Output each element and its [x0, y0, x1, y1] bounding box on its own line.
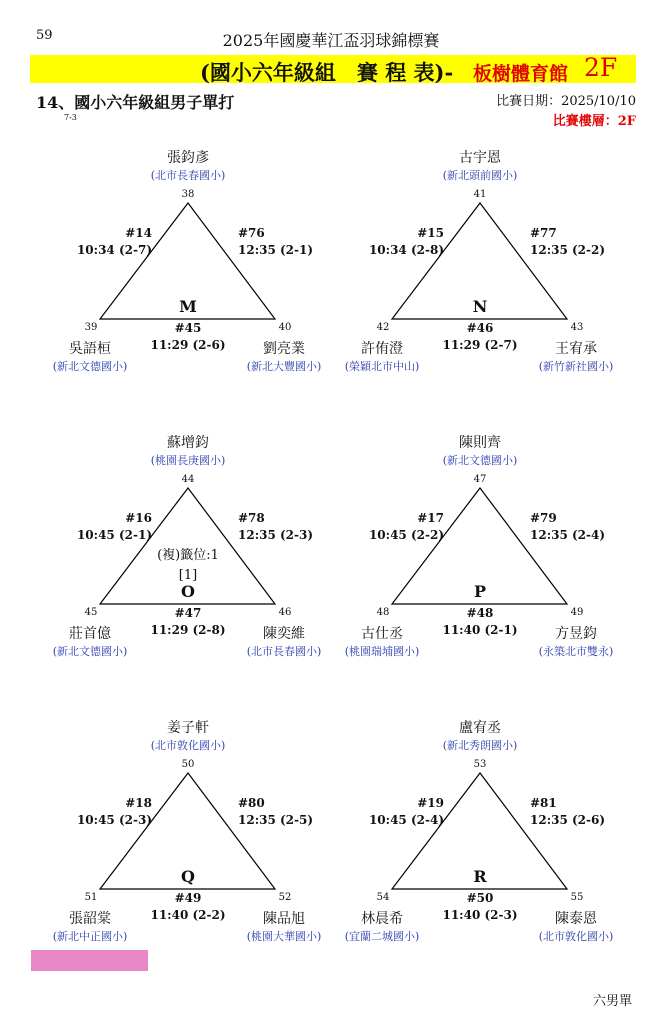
- player-school: (新北文德國小): [52, 645, 128, 658]
- player-school: (榮穎北市中山): [344, 360, 420, 373]
- match-time: 10:45 (2-3): [76, 813, 152, 827]
- seed-number: 48: [376, 607, 390, 618]
- match-id: #16: [125, 511, 152, 525]
- match-id: #14: [125, 226, 152, 240]
- match-bottom: [138, 890, 238, 924]
- group-p: [330, 430, 630, 680]
- match-time: 11:29 (2-7): [442, 338, 518, 352]
- seed-number: 55: [570, 892, 584, 903]
- match-time: 10:34 (2-7): [76, 243, 152, 257]
- match-id: #77: [530, 226, 557, 240]
- group-letter: M: [179, 297, 197, 316]
- group-letter: N: [472, 297, 488, 316]
- match-id: #45: [174, 321, 202, 335]
- player-name: 方昱鈞: [555, 626, 597, 642]
- match-id: #76: [238, 226, 265, 240]
- footer-label: 六男單: [592, 994, 632, 1009]
- seed-number: 43: [570, 322, 584, 333]
- seed-number: 51: [84, 892, 98, 903]
- match-time: 10:45 (2-4): [368, 813, 444, 827]
- match-id: #81: [530, 796, 557, 810]
- match-time: 12:35 (2-1): [238, 243, 314, 257]
- player-school: (北市敦化國小): [150, 739, 226, 752]
- match-right: [238, 510, 328, 544]
- seed-number: 50: [181, 759, 195, 770]
- player-name: 王宥承: [555, 341, 597, 357]
- player-name: 林晨希: [361, 911, 403, 927]
- floor-label-large: 2F: [584, 53, 618, 82]
- player-school: (永築北市雙永): [538, 645, 614, 658]
- page-number: 59: [36, 28, 53, 43]
- player-name: 蘇增鈞: [167, 435, 209, 451]
- match-time: 11:40 (2-2): [150, 908, 226, 922]
- player-school: (新北文德國小): [442, 454, 518, 467]
- player-name: 吳語桓: [69, 341, 111, 357]
- player-name: 張鈞彥: [167, 150, 209, 166]
- match-date: 比賽日期：2025/10/10: [496, 94, 636, 109]
- player-name: 陳奕維: [263, 626, 305, 642]
- match-id: #15: [417, 226, 444, 240]
- match-bottom: [430, 605, 530, 639]
- match-time: 11:29 (2-6): [150, 338, 226, 352]
- match-left: [364, 510, 444, 544]
- match-id: #50: [466, 891, 494, 905]
- highlight-bar: [31, 950, 148, 971]
- match-id: #49: [174, 891, 202, 905]
- draw-note: [128, 546, 248, 586]
- seed-number: 46: [278, 607, 292, 618]
- group-letter: P: [473, 582, 487, 601]
- seed-number: 38: [181, 189, 195, 200]
- schedule-title: (國小六年級組 賽 程 表)-: [200, 60, 454, 85]
- match-time: 10:45 (2-1): [76, 528, 152, 542]
- player-school: (桃園瑞埔國小): [344, 645, 420, 658]
- seed-number: 53: [473, 759, 487, 770]
- player-school: (新北頭前國小): [442, 169, 518, 182]
- match-right: [530, 225, 620, 259]
- match-time: 10:34 (2-8): [368, 243, 444, 257]
- player-school: (桃園長庚國小): [150, 454, 226, 467]
- match-left: [364, 225, 444, 259]
- player-school: (北市敦化國小): [538, 930, 614, 943]
- player-name: 陳品旭: [263, 911, 305, 927]
- player-name: 許侑澄: [361, 341, 403, 357]
- match-id: #18: [125, 796, 152, 810]
- player-school: (新北中正國小): [52, 930, 128, 943]
- match-id: #80: [238, 796, 265, 810]
- match-time: 12:35 (2-2): [530, 243, 606, 257]
- venue-name: 板樹體育館: [473, 63, 569, 85]
- group-q: [38, 715, 338, 965]
- match-id: #79: [530, 511, 557, 525]
- match-time: 12:35 (2-5): [238, 813, 314, 827]
- match-right: [238, 225, 328, 259]
- match-id: #78: [238, 511, 265, 525]
- player-name: 陳泰恩: [555, 911, 597, 927]
- player-name: 劉亮業: [263, 341, 305, 357]
- seed-number: 42: [376, 322, 390, 333]
- player-name: 陳則齊: [459, 435, 501, 451]
- player-name: 古宇恩: [459, 150, 501, 166]
- match-left: [72, 795, 152, 829]
- player-name: 古仕丞: [361, 626, 403, 642]
- seed-number: 40: [278, 322, 292, 333]
- match-time: 12:35 (2-6): [530, 813, 606, 827]
- seed-number: 45: [84, 607, 98, 618]
- match-id: #19: [417, 796, 444, 810]
- match-left: [72, 225, 152, 259]
- group-m: [38, 145, 338, 395]
- match-right: [530, 795, 620, 829]
- match-bottom: [430, 890, 530, 924]
- group-letter: R: [473, 867, 487, 886]
- draw-note-line: [1]: [178, 568, 198, 583]
- match-time: 12:35 (2-4): [530, 528, 606, 542]
- seed-number: 44: [181, 474, 195, 485]
- section-title: 14、國小六年級組男子單打: [36, 93, 235, 112]
- player-school: (桃園大華國小): [246, 930, 322, 943]
- match-bottom: [138, 320, 238, 354]
- match-left: [72, 510, 152, 544]
- match-time: 12:35 (2-3): [238, 528, 314, 542]
- player-school: (新北文德國小): [52, 360, 128, 373]
- main-title: 2025年國慶華江盃羽球錦標賽: [222, 31, 440, 50]
- player-school: (新竹新社國小): [538, 360, 614, 373]
- match-id: #48: [466, 606, 494, 620]
- player-school: (北市長春國小): [150, 169, 226, 182]
- match-bottom: [430, 320, 530, 354]
- match-id: #46: [466, 321, 494, 335]
- player-name: 張韶棠: [69, 911, 111, 927]
- group-letter: O: [181, 582, 195, 601]
- match-id: #47: [174, 606, 202, 620]
- group-n: [330, 145, 630, 395]
- match-time: 11:40 (2-1): [442, 623, 518, 637]
- player-school: (新北大豐國小): [246, 360, 322, 373]
- match-right: [530, 510, 620, 544]
- player-name: 姜子軒: [167, 720, 209, 736]
- seed-number: 49: [570, 607, 584, 618]
- player-school: (宜蘭二城國小): [344, 930, 420, 943]
- match-time: 11:29 (2-8): [150, 623, 226, 637]
- group-letter: Q: [181, 867, 195, 886]
- seed-number: 47: [473, 474, 487, 485]
- seed-number: 54: [376, 892, 390, 903]
- group-o: [38, 430, 338, 680]
- seed-number: 52: [278, 892, 292, 903]
- match-time: 11:40 (2-3): [442, 908, 518, 922]
- seed-number: 41: [473, 189, 487, 200]
- sub-code: 7-3: [64, 113, 77, 122]
- group-r: [330, 715, 630, 965]
- player-name: 莊首億: [69, 626, 111, 642]
- draw-note-line: (複)籤位:1: [157, 548, 219, 563]
- match-left: [364, 795, 444, 829]
- match-floor: 比賽樓層：2F: [552, 114, 636, 129]
- player-name: 盧宥丞: [459, 720, 501, 736]
- match-time: 10:45 (2-2): [368, 528, 444, 542]
- player-school: (新北秀朗國小): [442, 739, 518, 752]
- match-bottom: [138, 605, 238, 639]
- match-id: #17: [417, 511, 444, 525]
- player-school: (北市長春國小): [246, 645, 322, 658]
- seed-number: 39: [84, 322, 98, 333]
- match-right: [238, 795, 328, 829]
